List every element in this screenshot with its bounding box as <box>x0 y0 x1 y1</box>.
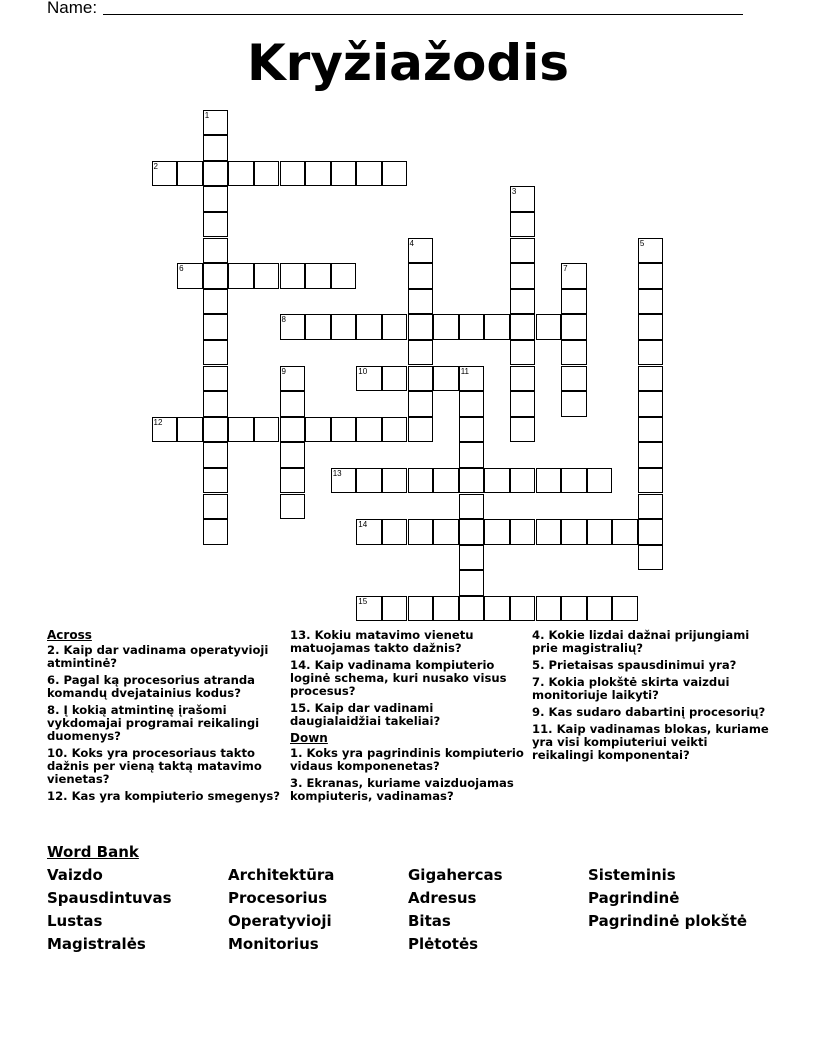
grid-cell[interactable] <box>484 596 510 622</box>
grid-cell[interactable] <box>459 468 485 494</box>
grid-cell[interactable] <box>459 417 485 443</box>
grid-cell[interactable] <box>152 161 178 187</box>
clue-down-5: 5. Prietaisas spausdinimui yra? <box>532 658 737 672</box>
clue-across-12: 12. Kas yra kompiuterio smegenys? <box>47 789 280 803</box>
grid-cell[interactable] <box>561 468 587 494</box>
clue-across-8: 8. Į kokią atmintinę įrašomi vykdomajai programai reikalingi duomenys? <box>47 703 260 743</box>
grid-cell[interactable] <box>356 468 382 494</box>
grid-cell[interactable] <box>536 468 562 494</box>
word-bank-item: Operatyvioji <box>228 912 332 930</box>
clue-number: 6 <box>179 264 184 274</box>
clue-number: 7 <box>563 264 568 274</box>
grid-cell[interactable] <box>510 314 536 340</box>
grid-cell[interactable] <box>638 442 664 468</box>
grid-cell[interactable] <box>203 391 229 417</box>
name-label: Name: <box>47 0 98 17</box>
grid-cell[interactable] <box>203 494 229 520</box>
grid-cell[interactable] <box>638 391 664 417</box>
grid-cell[interactable] <box>203 314 229 340</box>
grid-cell[interactable] <box>459 545 485 571</box>
grid-cell[interactable] <box>203 110 229 136</box>
grid-cell[interactable] <box>408 391 434 417</box>
grid-cell[interactable] <box>408 519 434 545</box>
grid-cell[interactable] <box>433 314 459 340</box>
grid-cell[interactable] <box>433 366 459 392</box>
grid-cell[interactable] <box>228 263 254 289</box>
grid-cell[interactable] <box>152 417 178 443</box>
clue-number: 10 <box>358 366 368 376</box>
grid-cell[interactable] <box>408 596 434 622</box>
grid-cell[interactable] <box>510 289 536 315</box>
clue-down-9: 9. Kas sudaro dabartinį procesorių? <box>532 705 766 719</box>
grid-cell[interactable] <box>408 263 434 289</box>
grid-cell[interactable] <box>484 519 510 545</box>
grid-cell[interactable] <box>638 519 664 545</box>
word-bank-item: Plėtotės <box>408 935 479 953</box>
grid-cell[interactable] <box>382 417 408 443</box>
grid-cell[interactable] <box>280 468 306 494</box>
word-bank-item: Magistralės <box>47 935 146 953</box>
grid-cell[interactable] <box>356 366 382 392</box>
word-bank-item: Vaizdo <box>47 866 103 884</box>
grid-cell[interactable] <box>305 417 331 443</box>
grid-cell[interactable] <box>203 442 229 468</box>
clue-across-2: 2. Kaip dar vadinama operatyvioji atmintinė? <box>47 643 269 670</box>
word-bank-item: Monitorius <box>228 935 319 953</box>
grid-cell[interactable] <box>510 238 536 264</box>
grid-cell[interactable] <box>536 314 562 340</box>
grid-cell[interactable] <box>356 596 382 622</box>
clue-number: 3 <box>511 187 517 197</box>
grid-cell[interactable] <box>408 340 434 366</box>
word-bank-item: Pagrindinė plokštė <box>588 912 748 930</box>
grid-cell[interactable] <box>203 238 229 264</box>
word-bank-item: Bitas <box>408 912 451 930</box>
grid-cell[interactable] <box>203 366 229 392</box>
grid-cell[interactable] <box>459 366 485 392</box>
grid-cell[interactable] <box>408 238 434 264</box>
grid-cell[interactable] <box>459 442 485 468</box>
clue-down-7: 7. Kokia plokštė skirta vaizdui monitoriuje laikyti? <box>532 675 730 702</box>
grid-cell[interactable] <box>331 314 357 340</box>
grid-cell[interactable] <box>280 366 306 392</box>
grid-cell[interactable] <box>356 314 382 340</box>
word-bank-item: Procesorius <box>228 889 328 907</box>
clue-across-15: 15. Kaip dar vadinami daugialaidžiai takeliai? <box>290 701 441 728</box>
word-bank-item: Pagrindinė <box>588 889 680 907</box>
grid-cell[interactable] <box>638 238 664 264</box>
grid-cell[interactable] <box>203 161 229 187</box>
grid-cell[interactable] <box>638 468 664 494</box>
grid-cell[interactable] <box>433 468 459 494</box>
grid-cell[interactable] <box>638 340 664 366</box>
grid-cell[interactable] <box>305 161 331 187</box>
clue-across-14: 14. Kaip vadinama kompiuterio loginė schema, kuri nusako visus procesus? <box>290 658 507 698</box>
grid-cell[interactable] <box>382 314 408 340</box>
grid-cell[interactable] <box>203 340 229 366</box>
grid-cell[interactable] <box>254 263 280 289</box>
grid-cell[interactable] <box>254 161 280 187</box>
grid-cell[interactable] <box>536 519 562 545</box>
grid-cell[interactable] <box>561 340 587 366</box>
grid-cell[interactable] <box>331 468 357 494</box>
word-bank-title: Word Bank <box>47 843 139 861</box>
grid-cell[interactable] <box>356 161 382 187</box>
grid-cell[interactable] <box>510 417 536 443</box>
word-bank-item: Gigahercas <box>408 866 503 884</box>
grid-cell[interactable] <box>561 263 587 289</box>
across-heading: Across <box>47 628 92 642</box>
grid-cell[interactable] <box>203 135 229 161</box>
grid-cell[interactable] <box>280 161 306 187</box>
grid-cell[interactable] <box>203 186 229 212</box>
grid-cell[interactable] <box>561 314 587 340</box>
grid-cell[interactable] <box>203 519 229 545</box>
grid-cell[interactable] <box>280 391 306 417</box>
clues-column-3 <box>532 629 772 766</box>
grid-cell[interactable] <box>280 494 306 520</box>
grid-cell[interactable] <box>638 289 664 315</box>
grid-cell[interactable] <box>638 545 664 571</box>
grid-cell[interactable] <box>331 417 357 443</box>
grid-cell[interactable] <box>203 468 229 494</box>
grid-cell[interactable] <box>510 340 536 366</box>
clue-down-11: 11. Kaip vadinamas blokas, kuriame yra visi kompiuteriui veikti reikalingi komponentai? <box>532 722 769 762</box>
clue-across-13: 13. Kokiu matavimo vienetu matuojamas takto dažnis? <box>290 628 474 655</box>
down-heading: Down <box>290 731 328 745</box>
grid-cell[interactable] <box>331 161 357 187</box>
clue-number: 13 <box>332 468 342 478</box>
grid-cell[interactable] <box>433 519 459 545</box>
grid-cell[interactable] <box>638 417 664 443</box>
word-bank-item: Spausdintuvas <box>47 889 172 907</box>
grid-cell[interactable] <box>356 417 382 443</box>
grid-cell[interactable] <box>638 366 664 392</box>
grid-cell[interactable] <box>459 494 485 520</box>
grid-cell[interactable] <box>280 314 306 340</box>
clue-number: 15 <box>358 596 368 606</box>
grid-cell[interactable] <box>305 263 331 289</box>
clue-number: 2 <box>153 161 158 171</box>
grid-cell[interactable] <box>408 289 434 315</box>
grid-cell[interactable] <box>561 596 587 622</box>
grid-cell[interactable] <box>536 596 562 622</box>
grid-cell[interactable] <box>254 417 280 443</box>
grid-cell[interactable] <box>433 596 459 622</box>
grid-cell[interactable] <box>228 161 254 187</box>
grid-cell[interactable] <box>484 468 510 494</box>
grid-cell[interactable] <box>561 366 587 392</box>
grid-cell[interactable] <box>612 596 638 622</box>
clue-number: 4 <box>409 238 414 248</box>
grid-cell[interactable] <box>177 417 203 443</box>
grid-cell[interactable] <box>510 366 536 392</box>
grid-cell[interactable] <box>612 519 638 545</box>
grid-cell[interactable] <box>177 161 203 187</box>
clue-down-1: 1. Koks yra pagrindinis kompiuterio vidaus komponenetas? <box>290 746 524 773</box>
clue-down-4: 4. Kokie lizdai dažnai prijungiami prie magistralių? <box>532 628 750 655</box>
clue-number: 11 <box>460 366 469 376</box>
grid-cell[interactable] <box>382 519 408 545</box>
grid-cell[interactable] <box>561 519 587 545</box>
word-bank-item: Sisteminis <box>588 866 676 884</box>
grid-cell[interactable] <box>382 596 408 622</box>
clue-across-10: 10. Koks yra procesoriaus takto dažnis per vieną taktą matavimo vienetas? <box>47 746 262 786</box>
grid-cell[interactable] <box>408 468 434 494</box>
grid-cell[interactable] <box>280 263 306 289</box>
grid-cell[interactable] <box>459 391 485 417</box>
grid-cell[interactable] <box>382 366 408 392</box>
word-bank-item: Lustas <box>47 912 103 930</box>
grid-cell[interactable] <box>459 314 485 340</box>
clue-number: 1 <box>204 110 210 120</box>
clue-number: 12 <box>153 417 163 427</box>
grid-cell[interactable] <box>561 289 587 315</box>
grid-cell[interactable] <box>510 391 536 417</box>
word-bank-item: Adresus <box>408 889 477 907</box>
grid-cell[interactable] <box>459 570 485 596</box>
grid-cell[interactable] <box>510 468 536 494</box>
grid-cell[interactable] <box>203 417 229 443</box>
grid-cell[interactable] <box>510 519 536 545</box>
clue-number: 8 <box>281 315 286 325</box>
clues-column-2 <box>290 629 525 807</box>
grid-cell[interactable] <box>177 263 203 289</box>
grid-cell[interactable] <box>459 596 485 622</box>
grid-cell[interactable] <box>305 314 331 340</box>
grid-cell[interactable] <box>382 161 408 187</box>
grid-cell[interactable] <box>587 596 613 622</box>
grid-cell[interactable] <box>356 519 382 545</box>
grid-cell[interactable] <box>280 442 306 468</box>
grid-cell[interactable] <box>408 417 434 443</box>
grid-cell[interactable] <box>203 263 229 289</box>
grid-cell[interactable] <box>408 366 434 392</box>
grid-cell[interactable] <box>638 314 664 340</box>
grid-cell[interactable] <box>638 263 664 289</box>
clue-number: 9 <box>281 366 286 376</box>
word-bank-item: Architektūra <box>228 866 335 884</box>
grid-cell[interactable] <box>587 468 613 494</box>
grid-cell[interactable] <box>510 212 536 238</box>
grid-cell[interactable] <box>510 186 536 212</box>
grid-cell[interactable] <box>459 519 485 545</box>
grid-cell[interactable] <box>484 314 510 340</box>
grid-cell[interactable] <box>510 596 536 622</box>
grid-cell[interactable] <box>587 519 613 545</box>
grid-cell[interactable] <box>280 417 306 443</box>
grid-cell[interactable] <box>638 494 664 520</box>
clue-number: 5 <box>639 238 645 248</box>
clues-column-1 <box>47 629 282 807</box>
grid-cell[interactable] <box>203 289 229 315</box>
clue-across-6: 6. Pagal ką procesorius atranda komandų dvejatainius kodus? <box>47 673 255 700</box>
grid-cell[interactable] <box>408 314 434 340</box>
grid-cell[interactable] <box>331 263 357 289</box>
grid-cell[interactable] <box>203 212 229 238</box>
grid-cell[interactable] <box>228 417 254 443</box>
page-title: Kryžiažodis <box>246 34 570 92</box>
grid-cell[interactable] <box>382 468 408 494</box>
clue-number: 14 <box>358 520 368 530</box>
grid-cell[interactable] <box>561 391 587 417</box>
grid-cell[interactable] <box>510 263 536 289</box>
clue-down-3: 3. Ekranas, kuriame vaizduojamas kompiuteris, vadinamas? <box>290 776 514 803</box>
